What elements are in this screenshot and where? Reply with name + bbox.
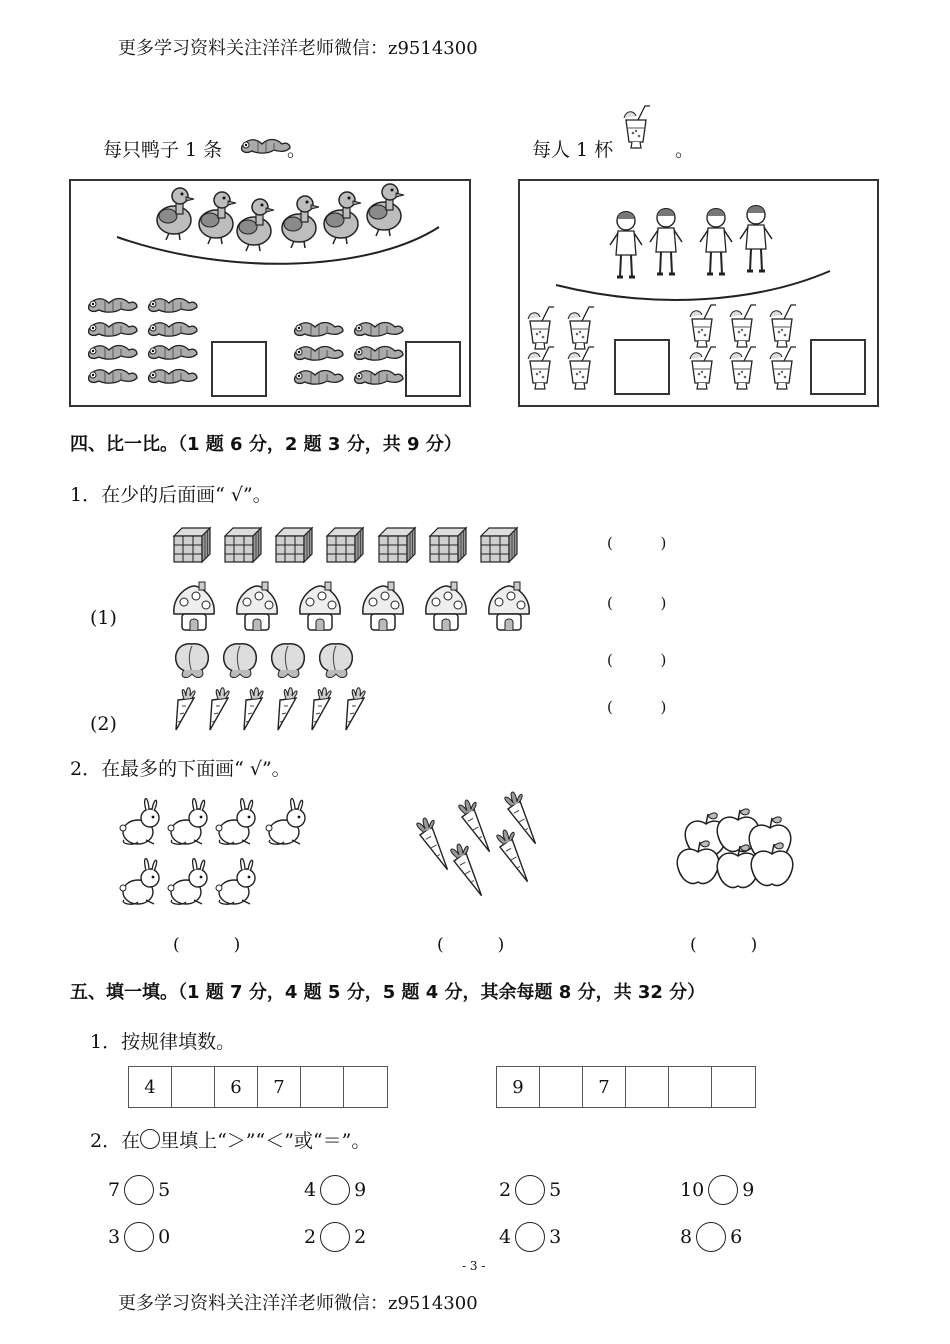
ducks-frame [69, 179, 471, 407]
seq1-cell: 4 [129, 1067, 172, 1107]
seq1-cell-blank[interactable] [172, 1067, 215, 1107]
comparison-2 [304, 1175, 366, 1205]
rabbits-group [116, 790, 316, 920]
answer-paren-carrots[interactable]: ( ) [607, 698, 667, 716]
comparison-5 [108, 1222, 170, 1252]
cmp-right: 9 [742, 1179, 755, 1201]
carrots-row [172, 688, 372, 730]
answer-paren-peaches[interactable]: ( ) [607, 651, 667, 669]
comparison-4 [680, 1175, 754, 1205]
compare-circle[interactable] [320, 1175, 350, 1205]
seq1-cell: 7 [258, 1067, 301, 1107]
q2-suffix: 里填上“＞”“＜”或“＝”。 [160, 1130, 371, 1152]
cmp-left: 2 [304, 1226, 317, 1248]
cmp-right: 5 [158, 1179, 171, 1201]
circle-icon [140, 1129, 160, 1149]
seq2-cell-blank[interactable] [540, 1067, 583, 1107]
section4-q2-text: 2．在最多的下面画“ √”。 [70, 758, 291, 780]
answer-paren-apples[interactable]: ( ) [690, 935, 758, 955]
answer-paren-mushrooms[interactable]: ( ) [607, 594, 667, 612]
seq2-cell-blank[interactable] [712, 1067, 755, 1107]
apples-group [672, 808, 792, 894]
worm-answer-box-1[interactable] [211, 341, 267, 397]
comparison-7 [499, 1222, 561, 1252]
section5-title: 五、填一填。（1 题 7 分，4 题 5 分，5 题 4 分，其余每题 8 分，共 32 分） [70, 982, 706, 1003]
answer-paren-rabbits[interactable]: ( ) [173, 935, 241, 955]
cmp-right: 5 [549, 1179, 562, 1201]
footer-text: 更多学习资料关注洋洋老师微信：z9514300 [118, 1293, 478, 1314]
header-text: 更多学习资料关注洋洋老师微信：z9514300 [118, 38, 478, 59]
cmp-left: 7 [108, 1179, 121, 1201]
glass-answer-box-2[interactable] [810, 339, 866, 395]
section5-q1-text: 1．按规律填数。 [90, 1031, 236, 1053]
glass-answer-box-1[interactable] [614, 339, 670, 395]
answer-paren-carrots-group[interactable]: ( ) [437, 935, 505, 955]
comparison-6 [304, 1222, 366, 1252]
seq2-cell-blank[interactable] [669, 1067, 712, 1107]
cmp-left: 3 [108, 1226, 121, 1248]
compare-circle[interactable] [124, 1175, 154, 1205]
comparison-8 [680, 1222, 742, 1252]
juice-glass-icon [620, 96, 660, 160]
worm-answer-box-2[interactable] [405, 341, 461, 397]
cmp-left: 4 [499, 1226, 512, 1248]
section4-sub1-label: (1) [90, 607, 117, 629]
cmp-right: 2 [354, 1226, 367, 1248]
section4-q1-text: 1．在少的后面画“ √”。 [70, 484, 272, 506]
duck-caption [103, 135, 222, 162]
cmp-right: 9 [354, 1179, 367, 1201]
section4-sub2-label: (2) [90, 713, 117, 735]
duck-caption-prefix: 每只鸭子 1 条 [103, 139, 223, 161]
cmp-left: 2 [499, 1179, 512, 1201]
seq1-cell-blank[interactable] [301, 1067, 344, 1107]
carrots-group [410, 795, 550, 905]
compare-circle[interactable] [696, 1222, 726, 1252]
compare-circle[interactable] [515, 1175, 545, 1205]
compare-circle[interactable] [515, 1222, 545, 1252]
seq2-cell-blank[interactable] [626, 1067, 669, 1107]
seq1-cell-blank[interactable] [344, 1067, 387, 1107]
compare-circle[interactable] [320, 1222, 350, 1252]
sequence-2 [496, 1066, 756, 1108]
cmp-right: 0 [158, 1226, 171, 1248]
compare-circle[interactable] [124, 1222, 154, 1252]
cmp-right: 3 [549, 1226, 562, 1248]
cmp-right: 6 [730, 1226, 743, 1248]
kid-caption-suffix: 。 [675, 139, 695, 161]
cmp-left: 10 [680, 1179, 705, 1201]
compare-circle[interactable] [708, 1175, 738, 1205]
cmp-left: 4 [304, 1179, 317, 1201]
cmp-left: 8 [680, 1226, 693, 1248]
answer-paren-cubes[interactable]: ( ) [607, 534, 667, 552]
seq2-cell: 9 [497, 1067, 540, 1107]
peaches-row [172, 640, 372, 682]
mushroom-houses-row [172, 582, 552, 634]
kid-caption-prefix: 每人 1 杯 [532, 139, 614, 161]
comparison-1 [108, 1175, 170, 1205]
kids-frame [518, 179, 879, 407]
section4-title: 四、比一比。（1 题 6 分，2 题 3 分，共 9 分） [70, 434, 462, 455]
seq2-cell: 7 [583, 1067, 626, 1107]
seq1-cell: 6 [215, 1067, 258, 1107]
duck-caption-suffix: 。 [287, 139, 307, 161]
worm-icon [240, 136, 294, 156]
cubes-row [172, 526, 532, 570]
section5-q2-text [90, 1126, 370, 1153]
q2-prefix: 2．在 [90, 1130, 141, 1152]
sequence-1 [128, 1066, 388, 1108]
page-number: - 3 - [462, 1259, 486, 1273]
comparison-3 [499, 1175, 561, 1205]
